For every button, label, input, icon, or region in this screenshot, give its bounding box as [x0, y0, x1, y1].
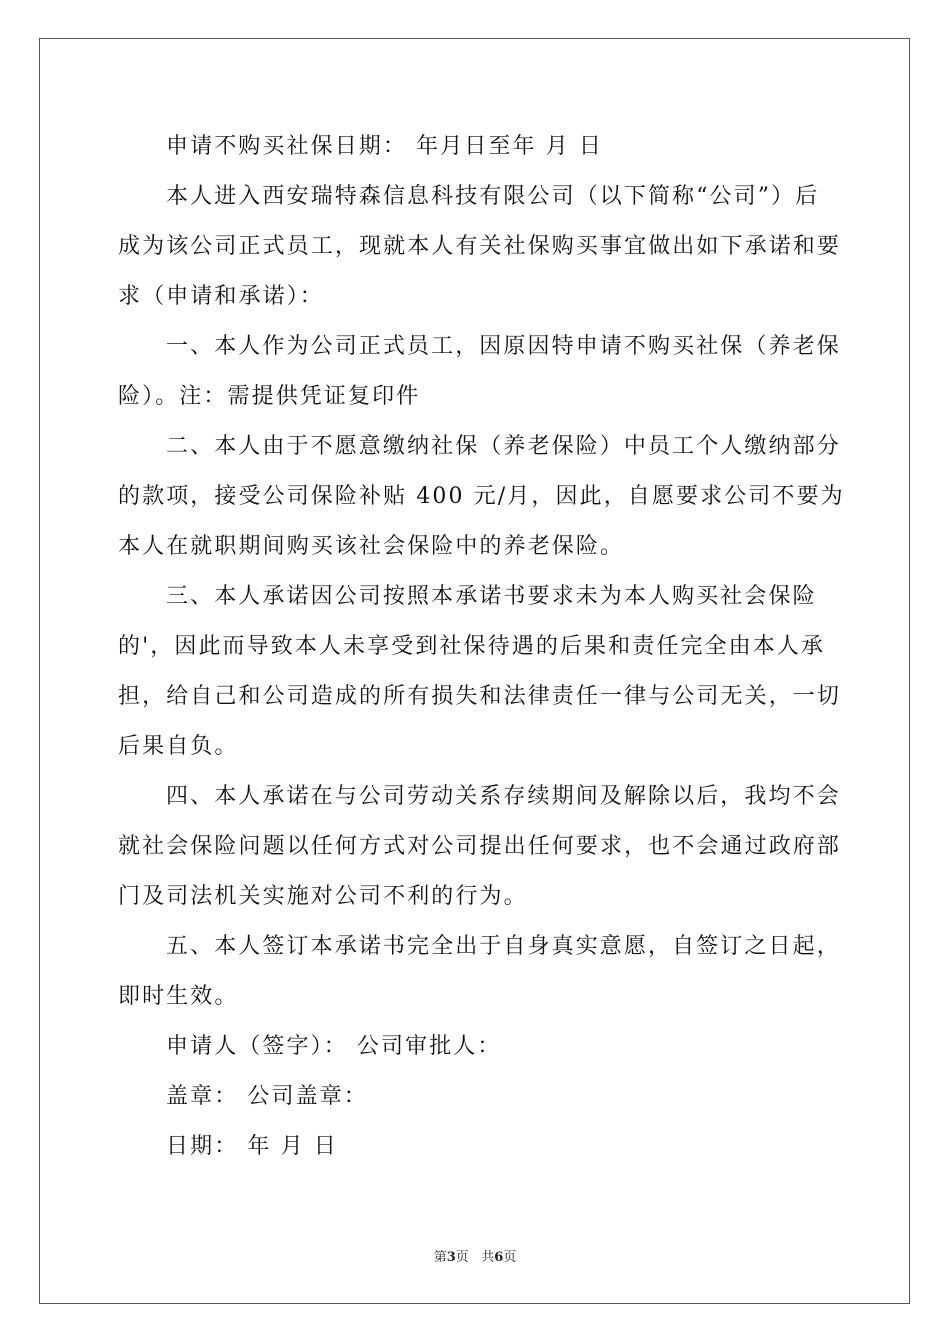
text-line: 一、本人作为公司正式员工，因原因特申请不购买社保（养老保: [166, 334, 841, 359]
text-line: 担，给自己和公司造成的所有损失和法律责任一律与公司无关，一切: [118, 684, 842, 709]
text-line: 三、本人承诺因公司按照本承诺书要求未为本人购买社会保险: [166, 584, 817, 609]
total-page-number: 6: [494, 1250, 504, 1265]
text-line: 求（申请和承诺）：: [118, 284, 324, 309]
text-line: 就社会保险问题以任何方式对公司提出任何要求，也不会通过政府部: [118, 834, 842, 859]
footer-total-prefix: 共: [481, 1250, 495, 1265]
page-footer: [0, 1246, 950, 1265]
text-line: 的款项，接受公司保险补贴 400 元/月，因此，自愿要求公司不要为: [118, 484, 845, 509]
current-page-number: 3: [446, 1250, 456, 1265]
text-line: 本人进入西安瑞特森信息科技有限公司（以下简称“公司”）后: [166, 184, 820, 209]
text-line: 申请不购买社保日期： 年月日至年 月 日: [166, 134, 603, 159]
text-line: 二、本人由于不愿意缴纳社保（养老保险）中员工个人缴纳部分: [166, 434, 841, 459]
text-line: 五、本人签订本承诺书完全出于自身真实意愿，自签订之日起，: [166, 934, 841, 959]
text-line: 本人在就职期间购买该社会保险中的养老保险。: [118, 534, 625, 559]
date-line: 日期： 年 月 日: [166, 1134, 338, 1159]
text-line: 成为该公司正式员工，现就本人有关社保购买事宜做出如下承诺和要: [118, 234, 842, 259]
text-line: 险）。注：需提供凭证复印件: [118, 384, 421, 409]
seal-line: 盖章： 公司盖章：: [166, 1084, 368, 1109]
text-line: 门及司法机关实施对公司不利的行为。: [118, 884, 528, 909]
signature-line: 申请人（签字）： 公司审批人：: [166, 1034, 502, 1059]
footer-page-unit: 页: [455, 1250, 469, 1265]
text-line: 后果自负。: [118, 734, 239, 759]
document-body: [118, 122, 845, 1172]
text-line: 的'，因此而导致本人未享受到社保待遇的后果和责任完全由本人承: [118, 634, 826, 659]
footer-total-unit: 页: [503, 1250, 517, 1265]
text-line: 即时生效。: [118, 984, 239, 1009]
text-line: 四、本人承诺在与公司劳动关系存续期间及解除以后，我均不会: [166, 784, 841, 809]
footer-prefix: 第: [433, 1250, 447, 1265]
